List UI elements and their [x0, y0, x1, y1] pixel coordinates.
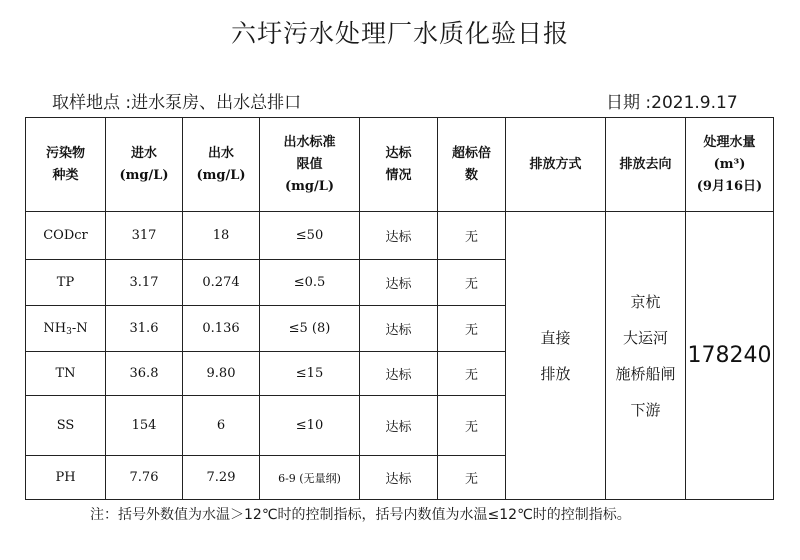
- header-discharge-method: 排放方式: [506, 118, 606, 212]
- exceed-value: 无: [438, 212, 506, 260]
- date-label: 日期 :: [606, 93, 652, 113]
- limit-value: ≤0.5: [260, 260, 360, 306]
- limit-value: ≤50: [260, 212, 360, 260]
- outflow-value: 9.80: [183, 352, 260, 396]
- compliance-status: 达标: [360, 212, 438, 260]
- discharge-destination: 京杭 大运河 施桥船闸 下游: [606, 212, 686, 500]
- inflow-value: 31.6: [106, 306, 183, 352]
- compliance-status: 达标: [360, 352, 438, 396]
- limit-value: 6-9 (无量纲): [260, 456, 360, 500]
- header-pollutant: 污染物 种类: [26, 118, 106, 212]
- pollutant-name: PH: [26, 456, 106, 500]
- water-quality-table: [25, 117, 774, 500]
- inflow-value: 36.8: [106, 352, 183, 396]
- footnote: 注：括号外数值为水温＞12℃时的控制指标，括号内数值为水温≤12℃时的控制指标。: [90, 507, 631, 523]
- inflow-value: 7.76: [106, 456, 183, 500]
- pollutant-name: CODcr: [26, 212, 106, 260]
- report-date: [606, 88, 738, 113]
- pollutant-name: TN: [26, 352, 106, 396]
- sampling-label: 取样地点 :: [52, 93, 132, 113]
- outflow-value: 0.274: [183, 260, 260, 306]
- limit-value: ≤5 (8): [260, 306, 360, 352]
- sampling-location: [52, 88, 301, 113]
- pollutant-name: $NH_3-N$: [26, 306, 106, 352]
- header-volume: 处理水量 (m³) (9月16日): [686, 118, 774, 212]
- header-discharge-dest: 排放去向: [606, 118, 686, 212]
- header-row: [26, 118, 774, 212]
- compliance-status: 达标: [360, 306, 438, 352]
- header-inflow: 进水 (mg/L): [106, 118, 183, 212]
- header-limit: 出水标准 限值 (mg/L): [260, 118, 360, 212]
- outflow-value: 18: [183, 212, 260, 260]
- sampling-value: 进水泵房、出水总排口: [131, 93, 302, 113]
- inflow-value: 154: [106, 396, 183, 456]
- outflow-value: 7.29: [183, 456, 260, 500]
- compliance-status: 达标: [360, 396, 438, 456]
- exceed-value: 无: [438, 396, 506, 456]
- pollutant-name: SS: [26, 396, 106, 456]
- report-title: 六圩污水处理厂水质化验日报: [230, 19, 569, 48]
- header-outflow: 出水 (mg/L): [183, 118, 260, 212]
- outflow-value: 0.136: [183, 306, 260, 352]
- inflow-value: 317: [106, 212, 183, 260]
- exceed-value: 无: [438, 456, 506, 500]
- header-exceed: 超标倍 数: [438, 118, 506, 212]
- header-compliance: 达标 情况: [360, 118, 438, 212]
- outflow-value: 6: [183, 396, 260, 456]
- compliance-status: 达标: [360, 260, 438, 306]
- exceed-value: 无: [438, 352, 506, 396]
- treated-volume: 178240: [686, 212, 774, 500]
- exceed-value: 无: [438, 260, 506, 306]
- pollutant-name: TP: [26, 260, 106, 306]
- table-row: [26, 212, 774, 260]
- limit-value: ≤15: [260, 352, 360, 396]
- discharge-method: 直接 排放: [506, 212, 606, 500]
- exceed-value: 无: [438, 306, 506, 352]
- inflow-value: 3.17: [106, 260, 183, 306]
- compliance-status: 达标: [360, 456, 438, 500]
- date-value: 2021.9.17: [651, 93, 738, 113]
- limit-value: ≤10: [260, 396, 360, 456]
